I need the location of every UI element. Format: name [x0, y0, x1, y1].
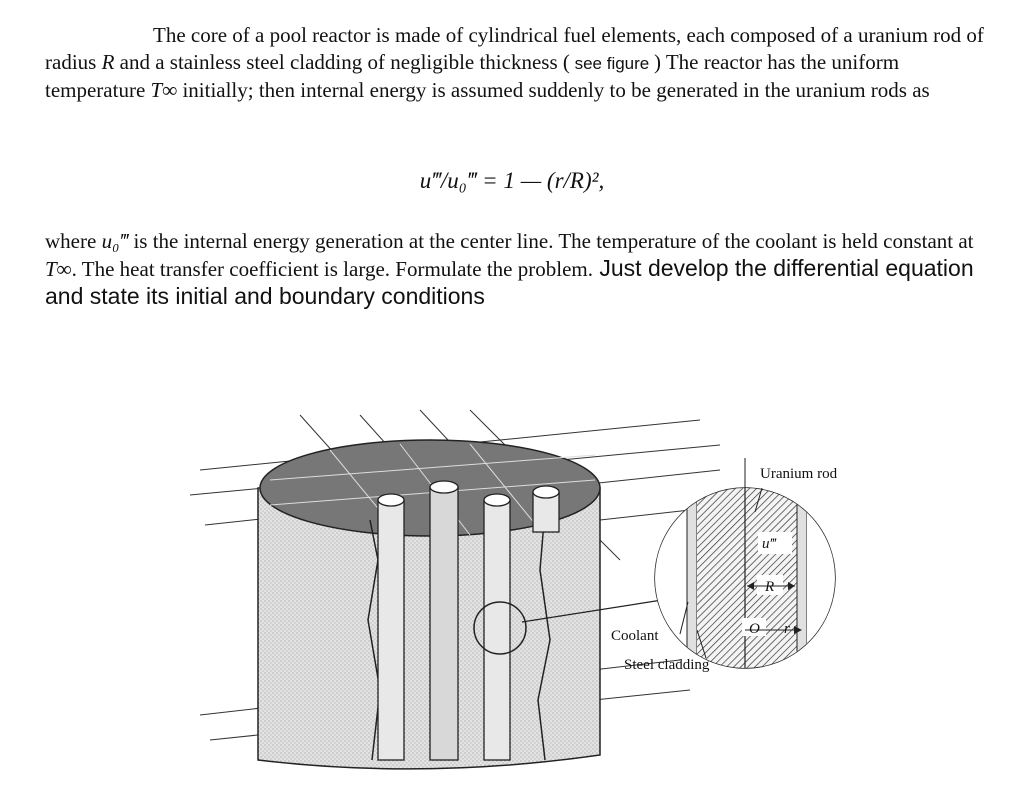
text-run: ) The reactor has the uniform temperature [45, 50, 900, 102]
reactor-figure [0, 390, 1024, 800]
text-run: initially; then internal energy is assumed suddenly to be generated in the uranium rods as [177, 78, 930, 102]
text-run: . The heat transfer coefficient is large. Formulate the problem. [71, 257, 593, 281]
generation-equation: u‴/u₀‴ = 1 — (r/R)², [419, 168, 605, 193]
problem-paragraph-1 [45, 22, 995, 104]
label-steel-cladding: Steel cladding [624, 657, 710, 673]
label-u-triple-prime: u‴ [762, 536, 776, 552]
text-run: where [45, 229, 102, 253]
label-uranium-rod: Uranium rod [760, 466, 838, 482]
see-figure-note: see figure [569, 54, 654, 73]
problem-paragraph-2 [45, 228, 995, 311]
label-coolant: Coolant [611, 628, 659, 644]
symbol-T-infinity: T∞ [150, 78, 178, 102]
label-O: O [749, 621, 760, 637]
text-run: The core of a pool reactor is made of cylindrical fuel elements, each composed of a uranium rod of radius [45, 23, 984, 74]
symbol-u0: u₀‴ [101, 229, 129, 253]
text-run: is the internal energy generation at the center line. The temperature of the coolant is held constant at [128, 229, 974, 253]
label-R: R [765, 579, 775, 595]
zoom-detail [655, 488, 837, 668]
label-r: r [784, 621, 790, 637]
symbol-T-infinity: T∞ [45, 257, 72, 281]
text-run: and a stainless steel cladding of negligible thickness ( [114, 50, 570, 74]
symbol-R: R [101, 50, 115, 74]
task-instruction: Just develop the differential equation and state its initial and boundary conditions [45, 255, 974, 309]
